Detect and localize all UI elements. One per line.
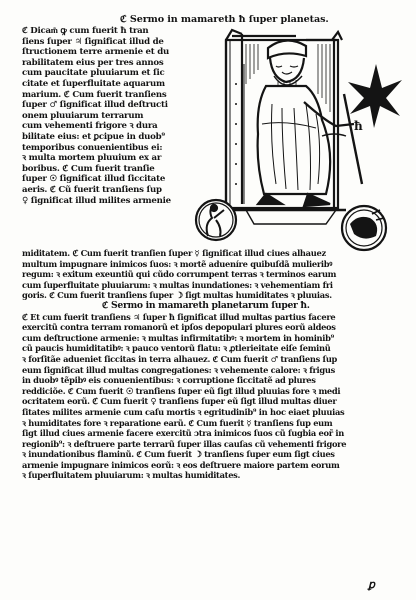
text-line: ℭ Et cum fuerit tranſiens ♃ ſuper ħ ſignificat illud multas partius facere — [22, 311, 336, 322]
section-heading: ℭ Sermo in mamareth ħ ſuper planetas. — [120, 14, 329, 25]
text-line: ꝛ forſitãe adueniet ſiccitas in terra alhauez. ℭ Cum fuerit ♂ tranſiens ſup — [22, 353, 338, 364]
text-line: cum paucitate pluuiarum et ſic — [22, 68, 165, 79]
text-line: ſigt illud ciues armenie facere exercitũ ɔtra inimicos ſuos cũ ſugbia eor̃ in — [22, 428, 344, 439]
text-line: onem pluuiarum terrarum — [22, 110, 144, 121]
text-line: rabilitatem eius per tres annos — [22, 57, 164, 68]
text-line: ſitates milites armenie cum caſu mortis ꝛ egritudinib⁹ in hoc eiaet pluuias — [22, 406, 345, 417]
upper-text-column — [22, 26, 200, 206]
text-line: boribus. ℭ Cum fuerit tranſie — [22, 163, 155, 174]
text-line: exercitũ contra terram romanorũ et ipſos depopulari plures eorũ aldeos — [22, 322, 336, 333]
text-line: ocritatem eorũ. ℭ Cum fuerit ♀ tranſiens ſuper eũ ſigt illud multas diuer — [22, 396, 337, 407]
text-line: miditatem. ℭ Cum fuerit tranſien ſuper ☿ ſignificat illud ciues alhauez — [22, 248, 326, 258]
text-line: cum deſtructione armenie: ꝛ multas infirmitatibꝰ: ꝛ mortem in hominib⁹ — [22, 332, 334, 343]
folio-mark: ꝑ — [368, 578, 375, 591]
text-line: armenie impugnare inimicos eorũ: ꝛ eos deſtruere maiore partem eorum — [22, 459, 340, 470]
text-line: ꝛ ſuperfluitatem pluuiarum: ꝛ multas humiditates. — [22, 470, 241, 481]
text-line: aeris. ℭ Cũ fuerit tranſiens ſup — [22, 184, 162, 195]
text-line: cum vehementi frigore ꝛ dura — [22, 121, 158, 132]
text-line: eum ſignificat illud multas congregationes: ꝛ vehemente calore: ꝛ frigus — [22, 364, 336, 375]
text-line: ℭ Dicam͂ ꝙ cum fuerit ħ tran — [22, 26, 149, 36]
text-line: cũ paucis humiditatibꝰ: ꝛ pauco ventorũ flatu: ꝛ ꝓtlerieitate eiſe ſeminũ — [22, 343, 331, 354]
text-line: in duobꝰ tẽpibꝰ eis conuenientibus: ꝛ corruptione ſiccitatẽ ad plures — [22, 375, 316, 386]
text-line: regionib⁹: ꝛ deſtruere parte terrarũ ſuper illas cauſas cũ vehementi frigore — [22, 438, 347, 449]
saturn-woodcut-illustration — [186, 24, 410, 258]
text-line: marium. ℭ Cum fuerit tranſiens — [22, 89, 167, 100]
text-line: goris. ℭ Cum fuerit tranſiens ſuper ☽ ſigt multas humiditates ꝛ pluuias. — [22, 290, 332, 301]
text-line: reddiciõe. ℭ Cum fuerit ☉ tranſiens ſuper eũ ſigt illud pluuias fore ꝛ medi — [22, 385, 341, 396]
text-line: ſuper ☉ ſignificat illud ſiccitate — [22, 174, 166, 185]
saturn-symbol: ħ — [354, 119, 363, 133]
text-line: ſiens ſuper ♃ ſignificat illud de — [22, 36, 164, 47]
text-line: bilitate eius: et ꝑcipue in duob⁹ — [22, 131, 165, 142]
text-line: ♀ ſignificat illud milites armenie — [22, 195, 171, 206]
text-line: multum impugnare inimicos ſuos: ꝛ mortẽ adueníre quibuſdã mulieribꝰ — [22, 258, 333, 269]
text-line: cum ſuperfluitate pluuiarum: ꝛ multas inundationes: ꝛ vehementiam fri — [22, 279, 333, 290]
text-line: temporibus conuenientibus ei: — [22, 142, 163, 153]
lower-text-block — [22, 248, 410, 481]
text-line: citate et ſuperfluitate aquarum — [22, 78, 165, 89]
text-line: ꝛ multa mortem pluuium ex ar — [22, 153, 162, 164]
text-line: ſtructionem terre armenie et du — [22, 47, 169, 58]
subheading: ℭ Sermo in mamareth planetarum ſuper ħ. — [102, 300, 310, 311]
text-line: ꝛ humiditates fore ꝛ reparatione earũ. ℭ Cum fuerit ☿ tranſiens ſup eum — [22, 417, 333, 428]
text-line: ſuper ♂ ſignificat illud deſtructi — [22, 100, 168, 111]
text-line: ꝛ inundationibus flaminũ. ℭ Cum fuerit ☽ tranſiens ſuper eum ſigt ciues — [22, 449, 335, 460]
text-line: regum: ꝛ exitum exeuntiũ qui cũdo corrumpent terras ꝛ terminos earum — [22, 269, 337, 280]
